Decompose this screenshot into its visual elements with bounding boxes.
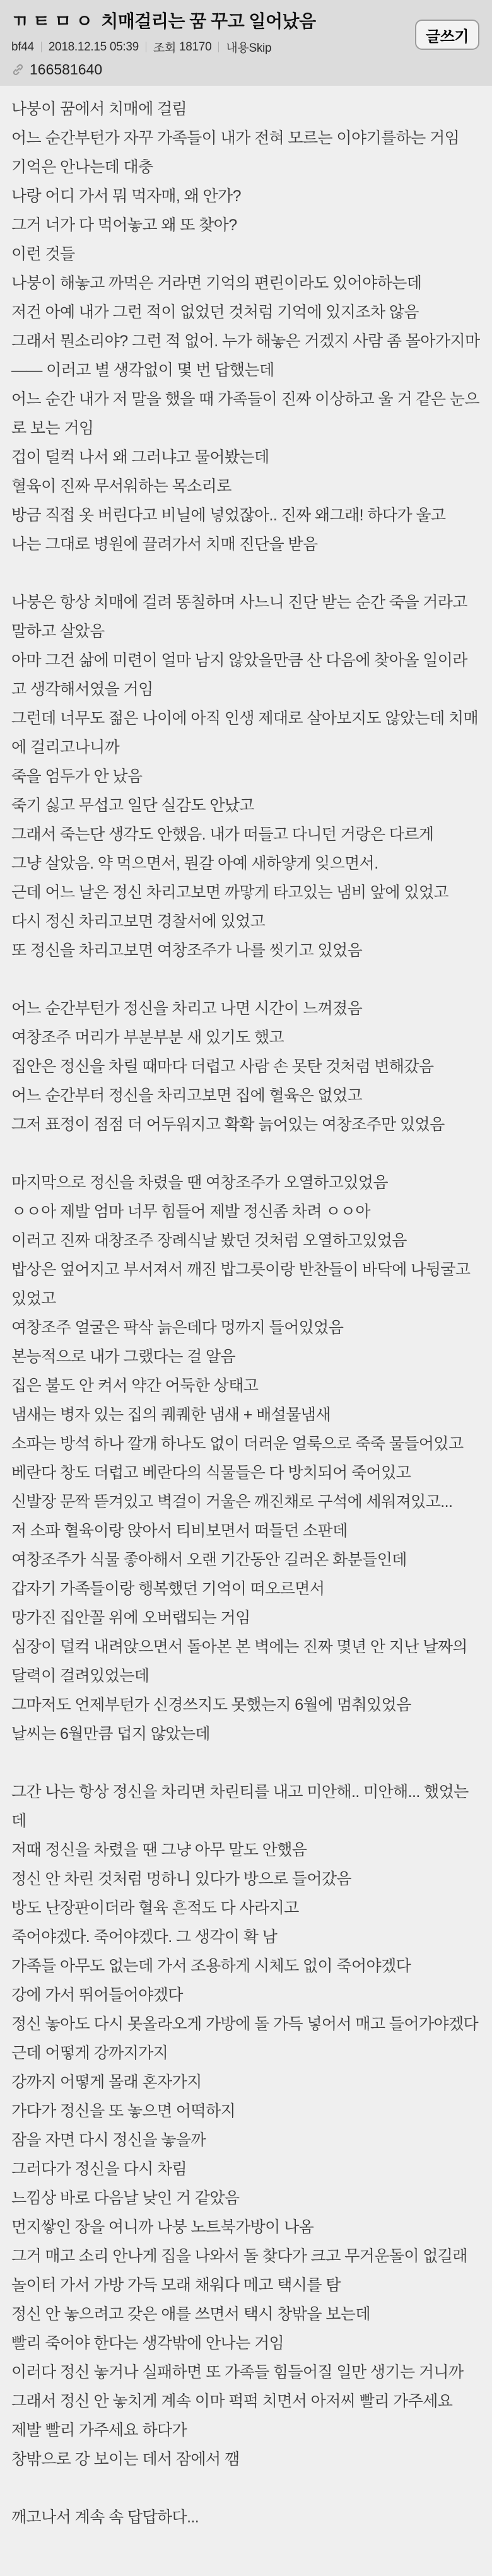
post-line: 갑자기 가족들이랑 행복했던 기억이 떠오르면서 xyxy=(11,1580,325,1598)
post-line: 어느 순간부터 정신을 차리고보면 집에 혈육은 없었고 xyxy=(11,1087,363,1104)
write-post-button[interactable]: 글쓰기 xyxy=(415,20,479,50)
post-line: 혈육이 진짜 무서워하는 목소리로 xyxy=(11,477,231,495)
post-line: 여창조주 얼굴은 팍삭 늙은데다 멍까지 들어있었음 xyxy=(11,1319,344,1337)
post-line: 그래서 뭔소리야? 그런 적 없어. 누가 해놓은 거겠지 사람 좀 몰아가지마—— 이러고 별 생각없이 몇 번 답했는데 xyxy=(11,332,480,379)
gallery-tag: ㄲㅌㅁㅇ xyxy=(11,11,98,31)
post-line: 가다가 정신을 또 놓으면 어떡하지 xyxy=(11,2102,236,2120)
post-line: 소파는 방석 하나 깔개 하나도 없이 더러운 얼룩으로 죽죽 물들어있고 xyxy=(11,1435,464,1453)
post-line: 정신 놓아도 다시 못올라오게 가방에 돌 가득 넣어서 매고 들어가야겠다 xyxy=(11,2015,479,2033)
post-line-blank xyxy=(11,1139,481,1168)
post-line: 또 정신을 차리고보면 여창조주가 나를 씻기고 있었음 xyxy=(11,942,363,959)
post-line: 창밖으로 강 보이는 데서 잠에서 깸 xyxy=(11,2450,240,2468)
post-line: 나는 그대로 병원에 끌려가서 치매 진단을 받음 xyxy=(11,536,318,553)
post-id: 166581640 xyxy=(30,61,103,78)
post-line-blank xyxy=(11,559,481,588)
post-line: 깨고나서 계속 속 답답하다... xyxy=(11,2509,199,2526)
post-line: 집은 불도 안 켜서 약간 어둑한 상태고 xyxy=(11,1377,259,1395)
post-line: 느낌상 바로 다음날 낮인 거 같았음 xyxy=(11,2189,240,2207)
post-line: 여창조주 머리가 부분부분 새 있기도 했고 xyxy=(11,1029,284,1046)
post-line-blank xyxy=(11,2474,481,2503)
post-line: 그래서 죽는단 생각도 안했음. 내가 떠들고 다니던 거랑은 다르게 xyxy=(11,826,434,843)
post-line: 그거 매고 소리 안나게 집을 나와서 돌 찾다가 크고 무거운돌이 없길래 xyxy=(11,2247,467,2265)
chain-link-icon xyxy=(11,63,25,76)
post-meta-row xyxy=(11,38,481,56)
post-line: 방금 직접 옷 버린다고 비닐에 넣었잖아.. 진짜 왜그래! 하다가 울고 xyxy=(11,506,446,524)
post-line: 그런데 너무도 젊은 나이에 아직 인생 제대로 살아보지도 않았는데 치매에 걸리고나니까 xyxy=(11,710,479,756)
post-line: 기억은 안나는데 대충 xyxy=(11,158,153,176)
author-name: bf44 xyxy=(11,40,34,54)
meta-divider xyxy=(41,42,42,52)
post-line: 놀이터 가서 가방 가득 모래 채워다 메고 택시를 탐 xyxy=(11,2276,341,2294)
post-line: 제발 빨리 가주세요 하다가 xyxy=(11,2421,187,2439)
post-permalink-row[interactable] xyxy=(11,61,481,78)
post-line: 이런 것들 xyxy=(11,245,75,263)
post-title: 치매걸리는 꿈 꾸고 일어났음 xyxy=(101,11,316,31)
post-line: 죽기 싫고 무섭고 일단 실감도 안났고 xyxy=(11,797,254,814)
post-line-blank xyxy=(11,1748,481,1777)
post-line: 방도 난장판이더라 혈육 흔적도 다 사라지고 xyxy=(11,1899,299,1917)
post-line: 저 소파 혈육이랑 앉아서 티비보면서 떠들던 소판데 xyxy=(11,1522,348,1540)
post-line: 날씨는 6월만큼 덥지 않았는데 xyxy=(11,1725,210,1743)
post-line: 나랑 어디 가서 뭐 먹자매, 왜 안가? xyxy=(11,187,241,205)
post-line: 어느 순간부턴가 자꾸 가족들이 내가 전혀 모르는 이야기를하는 거임 xyxy=(11,129,460,147)
post-date: 2018.12.15 05:39 xyxy=(48,40,139,54)
post-line: 심장이 덜컥 내려앉으면서 돌아본 본 벽에는 진짜 몇년 안 지난 날짜의 달력이 걸려있었는데 xyxy=(11,1638,467,1685)
post-line: 죽어야겠다. 죽어야겠다. 그 생각이 확 남 xyxy=(11,1928,278,1946)
post-line: 그러다가 정신을 다시 차림 xyxy=(11,2160,187,2178)
post-line: 나붕이 꿈에서 치매에 걸림 xyxy=(11,100,187,118)
post-line: 이러다 정신 놓거나 실패하면 또 가족들 힘들어질 일만 생기는 거니까 xyxy=(11,2363,464,2381)
post-header xyxy=(0,0,492,86)
post-line: 그간 나는 항상 정신을 차리면 차린티를 내고 미안해.. 미안해... 했었는데 xyxy=(11,1783,469,1830)
post-line: 죽을 엄두가 안 났음 xyxy=(11,768,143,785)
post-body xyxy=(0,86,492,2576)
post-line: 나붕이 해놓고 까먹은 거라면 기억의 편린이라도 있어야하는데 xyxy=(11,274,422,292)
post-line: 강까지 어떻게 몰래 혼자가지 xyxy=(11,2073,202,2091)
post-line: 잠을 자면 다시 정신을 놓을까 xyxy=(11,2131,206,2149)
post-line: 다시 정신 차리고보면 경찰서에 있었고 xyxy=(11,913,266,930)
view-count: 18170 xyxy=(179,40,212,54)
post-line: 어느 순간 내가 저 말을 했을 때 가족들이 진짜 이상하고 울 거 같은 눈으로 보는 거임 xyxy=(11,390,479,437)
post-line: 겁이 덜컥 나서 왜 그러냐고 물어봤는데 xyxy=(11,448,269,466)
post-line: 나붕은 항상 치매에 걸려 똥칠하며 사느니 진단 받는 순간 죽을 거라고 말하고 살았음 xyxy=(11,594,467,640)
post-line: 밥상은 엎어지고 부서져서 깨진 밥그릇이랑 반찬들이 바닥에 나뒹굴고 있었고 xyxy=(11,1261,471,1308)
post-line: 냄새는 병자 있는 집의 퀘퀘한 냄새 + 배설물냄새 xyxy=(11,1406,331,1424)
meta-divider xyxy=(218,42,219,52)
post-title-row xyxy=(11,10,481,33)
post-line: 먼지쌓인 장을 여니까 나붕 노트북가방이 나옴 xyxy=(11,2218,314,2236)
post-line: 그거 너가 다 먹어놓고 왜 또 찾아? xyxy=(11,216,237,234)
post-line: 집안은 정신을 차릴 때마다 더럽고 사람 손 못탄 것처럼 변해갔음 xyxy=(11,1058,434,1075)
post-line: 저건 아예 내가 그런 적이 없었던 것처럼 기억에 있지조차 않음 xyxy=(11,303,419,321)
post-line: 가족들 아무도 없는데 가서 조용하게 시체도 없이 죽어야겠다 xyxy=(11,1957,411,1975)
post-line: 그마저도 언제부턴가 신경쓰지도 못했는지 6월에 멈춰있었음 xyxy=(11,1696,411,1714)
post-line: 저때 정신을 차렸을 땐 그냥 아무 말도 안했음 xyxy=(11,1841,307,1859)
post-line: 빨리 죽어야 한다는 생각밖에 안나는 거임 xyxy=(11,2334,284,2352)
post-line: 본능적으로 내가 그랬다는 걸 알음 xyxy=(11,1348,236,1366)
post-line: 신발장 문짝 뜯겨있고 벽걸이 거울은 깨진채로 구석에 세워져있고... xyxy=(11,1493,453,1511)
view-count-label: 조회 xyxy=(153,42,177,55)
post-line: 망가진 집안꼴 위에 오버랩되는 거임 xyxy=(11,1609,250,1627)
post-line: 마지막으로 정신을 차렸을 땐 여창조주가 오열하고있었음 xyxy=(11,1174,388,1191)
content-skip-link[interactable]: 내용Skip xyxy=(226,42,272,55)
post-line: 정신 안 차린 것처럼 멍하니 있다가 방으로 들어갔음 xyxy=(11,1870,351,1888)
post-line: 그래서 정신 안 놓치게 계속 이마 퍽퍽 치면서 아저씨 빨리 가주세요 xyxy=(11,2392,453,2410)
post-line: 강에 가서 뛰어들어야겠다 xyxy=(11,1986,183,2004)
post-line: 아마 그건 삶에 미련이 얼마 남지 않았을만큼 산 다음에 찾아올 일이라고 생각해서였을 거임 xyxy=(11,652,467,698)
post-line: 그냥 살았음. 약 먹으면서, 뭔갈 아예 새하얗게 잊으면서. xyxy=(11,855,378,872)
post-line-blank xyxy=(11,965,481,994)
post-line: 근데 어떻게 강까지가지 xyxy=(11,2044,168,2062)
post-line: 근데 어느 날은 정신 차리고보면 까맣게 타고있는 냄비 앞에 있었고 xyxy=(11,884,448,901)
post-line: 이러고 진짜 대창조주 장례식날 봤던 것처럼 오열하고있었음 xyxy=(11,1232,407,1250)
post-line: 베란다 창도 더럽고 베란다의 식물들은 다 방치되어 죽어있고 xyxy=(11,1464,411,1482)
post-line: 여창조주가 식물 좋아해서 오랜 기간동안 길러온 화분들인데 xyxy=(11,1551,407,1569)
post-line: ㅇㅇ아 제발 엄마 너무 힘들어 제발 정신좀 차려 ㅇㅇ아 xyxy=(11,1203,370,1221)
post-line: 정신 안 놓으려고 갖은 애를 쓰면서 택시 창밖을 보는데 xyxy=(11,2305,370,2323)
post-line: 어느 순간부턴가 정신을 차리고 나면 시간이 느껴졌음 xyxy=(11,1000,363,1017)
post-line: 그저 표정이 점점 더 어두워지고 확확 늙어있는 여창조주만 있었음 xyxy=(11,1116,445,1133)
